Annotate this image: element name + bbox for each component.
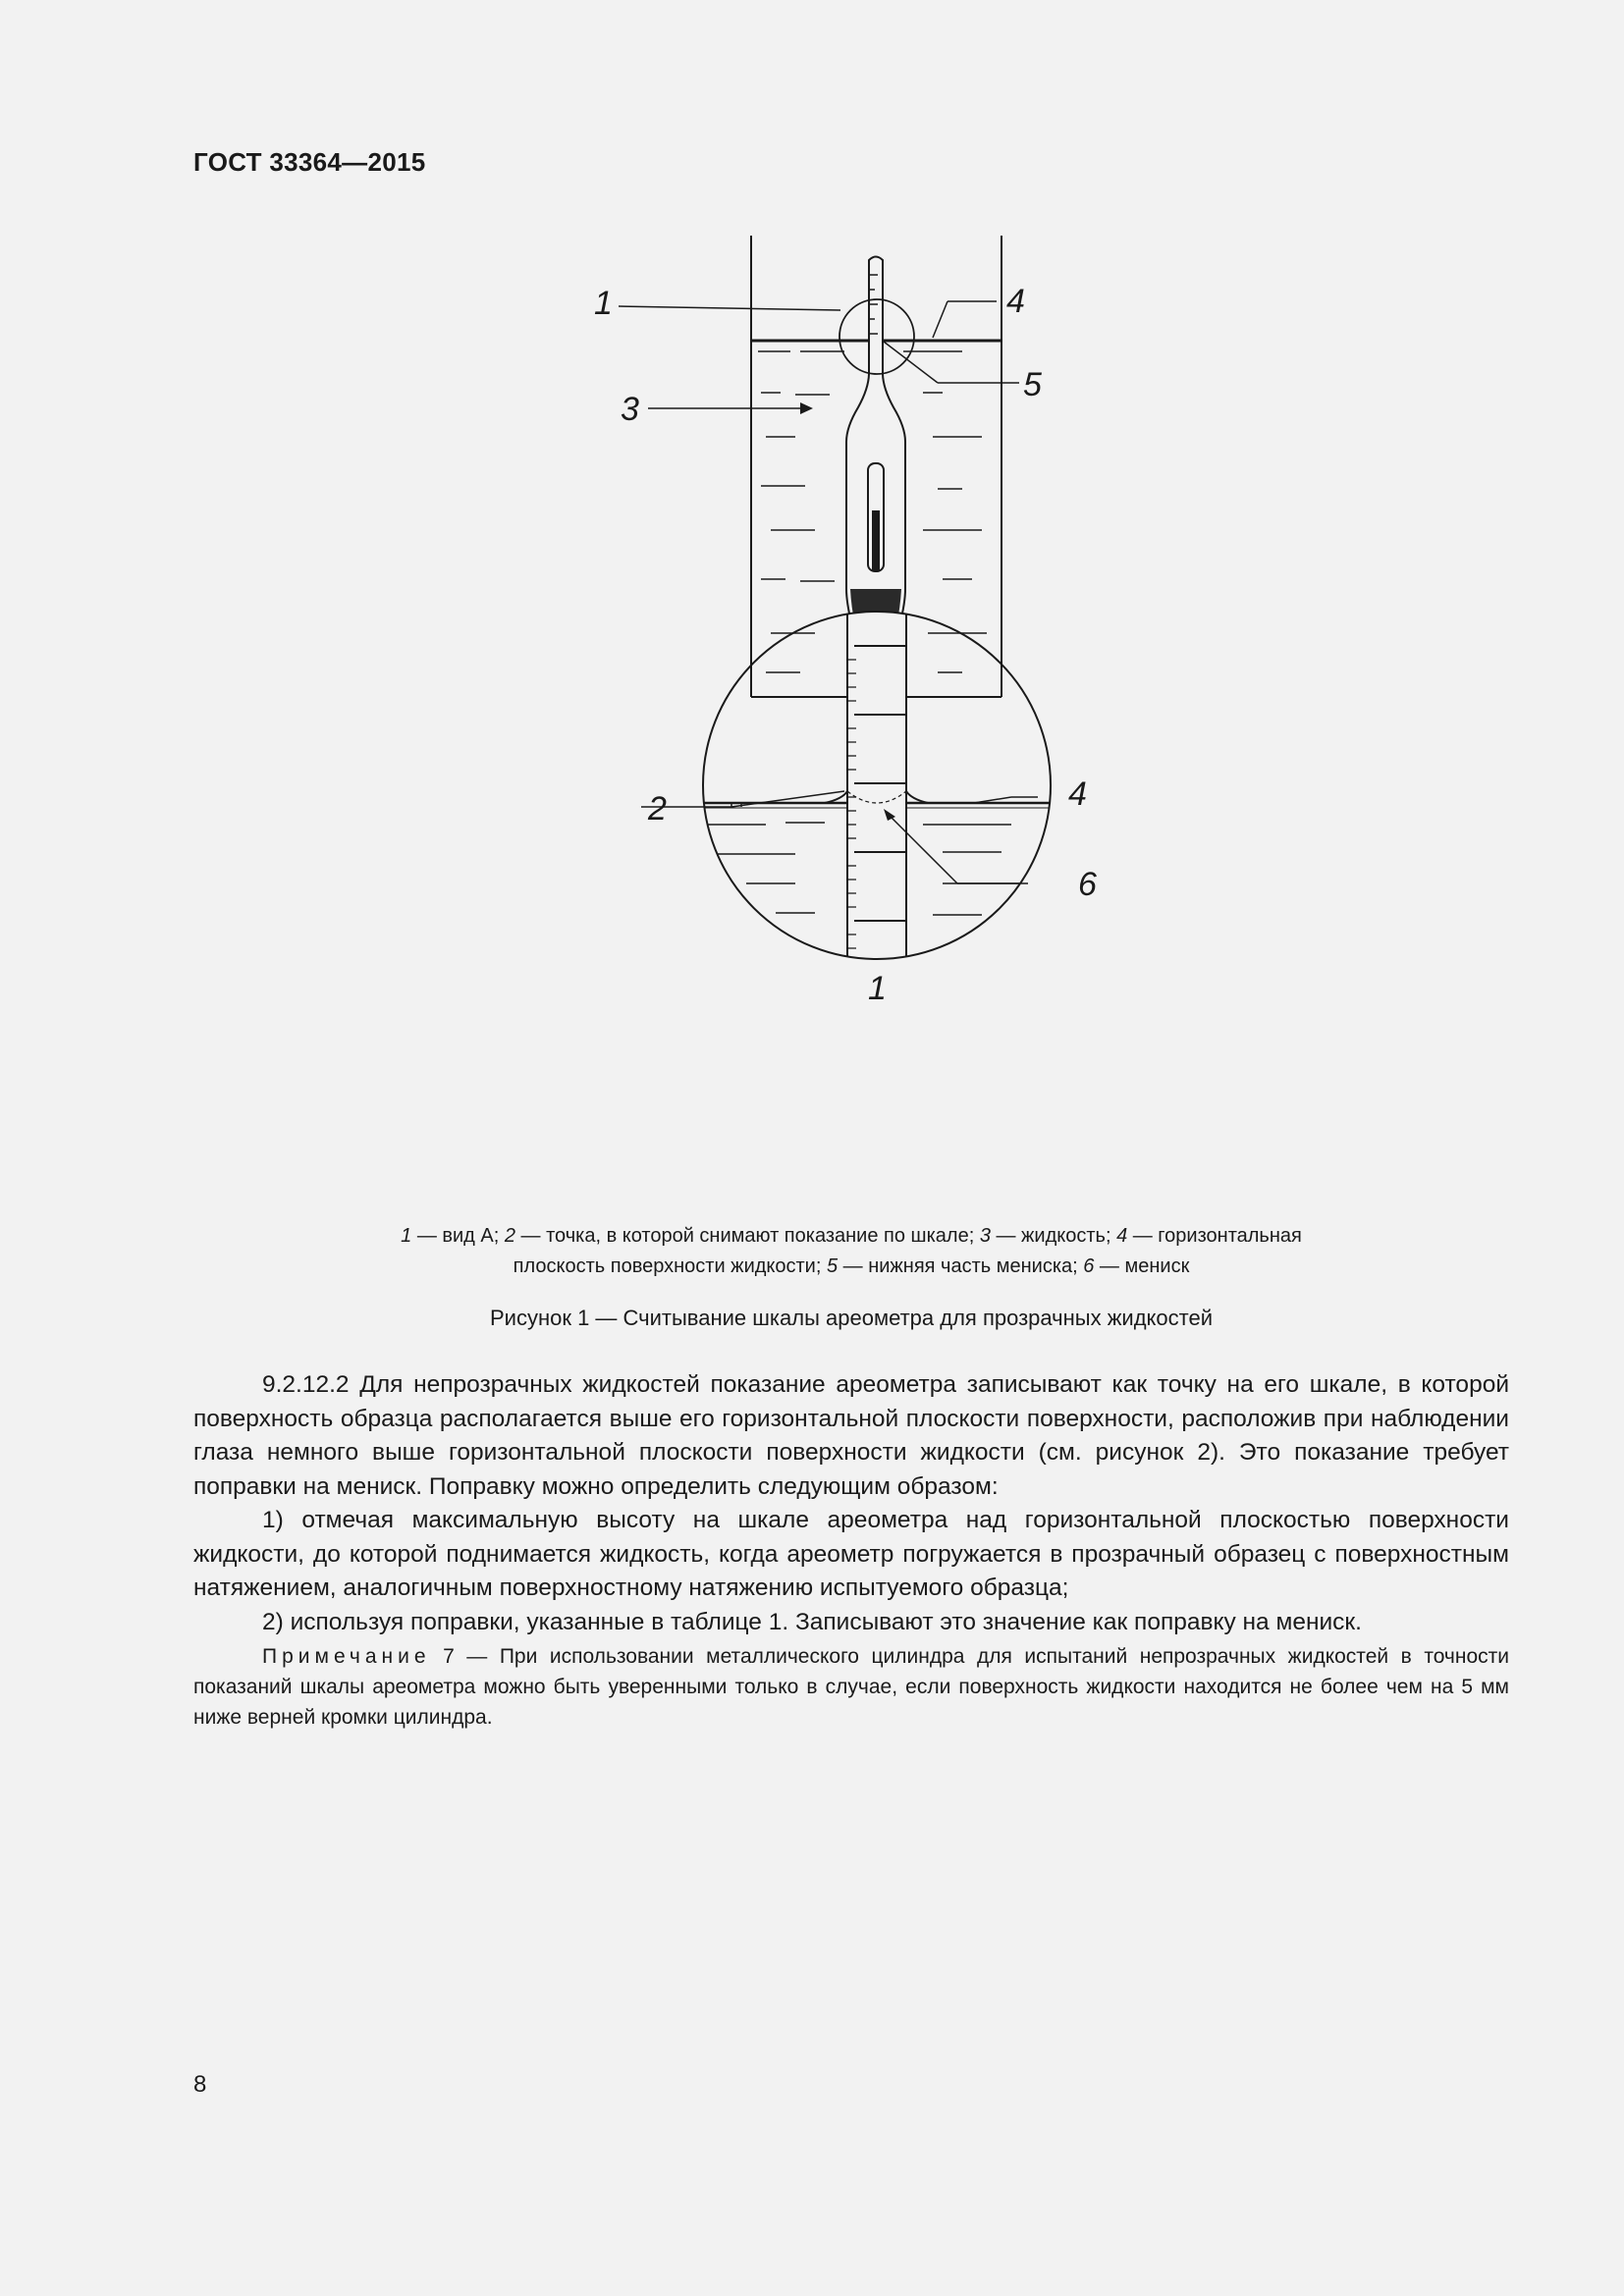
- document-code: ГОСТ 33364—2015: [193, 147, 426, 177]
- label-4: 4: [1006, 283, 1025, 320]
- label-1: 1: [594, 285, 613, 322]
- list-item-1: 1) отмечая максимальную высоту на шкале ареометра над горизонтальной плоскостью поверхности жидкости, до которой поднимается жидкость, когда ареометр погружается в прозрачный образец с поверхностным натяжением, аналогичным поверхностному натяжению испытуемого образца;: [193, 1507, 1509, 1601]
- label-3: 3: [621, 391, 639, 428]
- note-text: 7 — При использовании металлического цилиндра для испытаний непрозрачных жидкостей в точности показаний шкалы ареометра можно быть уверенными только в случае, если поверхность жидкости находится не более чем на 5 мм ниже верней кромки цилиндра.: [193, 1645, 1509, 1729]
- leader-arrowhead: [800, 402, 813, 414]
- figure-legend: [193, 1221, 1509, 1282]
- detail-label-6: 6: [1078, 866, 1097, 903]
- paragraph-9-2-12-2: 9.2.12.2 Для непрозрачных жидкостей показание ареометра записывают как точку на его шкале, в которой поверхность образца располагается выше его горизонтальной плоскости поверхности, расположив при наблюдении глаза немного выше горизонтальной плоскости поверхности жидкости (см. рисунок 2). Это показание требует поправки на мениск. Поправку можно определить следующим образом:: [193, 1371, 1509, 1500]
- detail-label-4: 4: [1068, 775, 1087, 813]
- detail-leader-lines: [641, 791, 1038, 883]
- page-number: 8: [193, 2071, 207, 2098]
- detail-stem: [847, 609, 906, 1001]
- body-text: [193, 1368, 1509, 1639]
- detail-label-1: 1: [868, 970, 887, 1007]
- detail-label-2: 2: [648, 790, 667, 828]
- note-7: [193, 1641, 1509, 1733]
- label-5: 5: [1023, 366, 1042, 403]
- list-item-2: 2) используя поправки, указанные в таблице 1. Записывают это значение как поправку на мениск.: [262, 1608, 1362, 1635]
- legend-line-1: 1 — вид А; 2 — точка, в которой снимают показание по шкале; 3 — жидкость; 4 — горизонтальная: [401, 1225, 1302, 1247]
- hydrometer-diagram: [550, 236, 1100, 1198]
- thermometer-mercury: [872, 510, 880, 571]
- note-label: Примечание: [262, 1645, 431, 1668]
- legend-line-2: плоскость поверхности жидкости; 5 — нижняя часть мениска; 6 — мениск: [513, 1255, 1190, 1277]
- figure-1: [550, 236, 1100, 1198]
- leader-lines: [619, 301, 1019, 408]
- figure-caption: Рисунок 1 — Считывание шкалы ареометра для прозрачных жидкостей: [489, 1306, 1214, 1330]
